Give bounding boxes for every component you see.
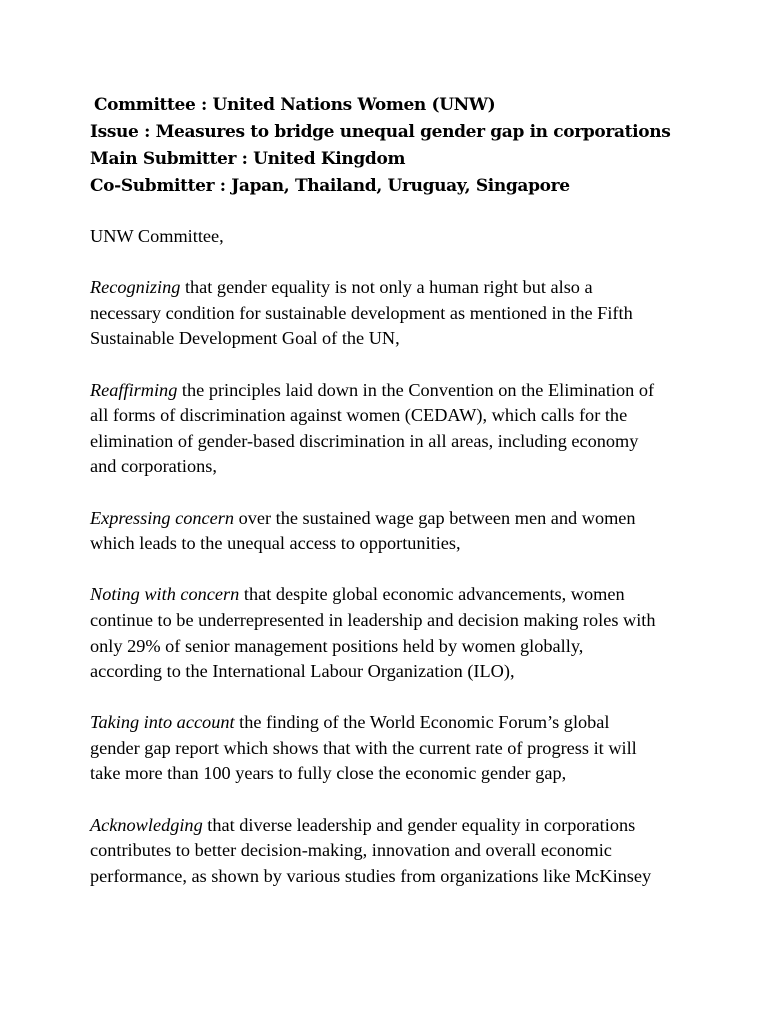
clause-text: over the sustained wage gap between men and women xyxy=(234,507,636,528)
resolution-body xyxy=(90,224,690,915)
clause-text: Sustainable Development Goal of the UN, xyxy=(90,328,400,349)
clause-text: take more than 100 years to fully close the economic gender gap, xyxy=(90,763,567,784)
committee-line: Committee : United Nations Women (UNW) xyxy=(94,95,496,115)
clause-lead: Noting with concern xyxy=(90,584,240,605)
clause-text: that despite global economic advancements, women xyxy=(239,584,625,605)
salutation-text: UNW Committee, xyxy=(90,226,224,246)
clause-text: gender gap report which shows that with the current rate of progress it will xyxy=(90,737,637,758)
clause-lead: Expressing concern xyxy=(90,507,235,528)
clause-text: that diverse leadership and gender equality in corporations xyxy=(202,814,636,835)
clause-text: the finding of the World Economic Forum’s global xyxy=(234,712,610,733)
clause-text: all forms of discrimination against women (CEDAW), which calls for the xyxy=(90,405,628,426)
clause-lead: Recognizing xyxy=(90,277,181,298)
clause-text: only 29% of senior management positions held by women globally, xyxy=(90,635,584,656)
clause-text: according to the International Labour Organization (ILO), xyxy=(90,661,515,682)
clause-text: necessary condition for sustainable development as mentioned in the Fifth xyxy=(90,302,633,323)
clause-lead: Reaffirming xyxy=(90,379,178,400)
clause-text: elimination of gender-based discrimination in all areas, including economy xyxy=(90,430,639,451)
preambulatory-clause xyxy=(90,710,690,787)
clause-lead: Acknowledging xyxy=(90,814,203,835)
preambulatory-clause xyxy=(90,582,690,684)
issue-line: Issue : Measures to bridge unequal gender gap in corporations xyxy=(90,122,671,142)
clause-text: that gender equality is not only a human right but also a xyxy=(180,277,593,298)
preambulatory-clause xyxy=(90,275,690,352)
clause-lead: Taking into account xyxy=(90,712,235,733)
preambulatory-clause xyxy=(90,813,690,890)
salutation xyxy=(90,224,690,250)
clause-text: which leads to the unequal access to opportunities, xyxy=(90,533,461,554)
main-submitter-line: Main Submitter : United Kingdom xyxy=(90,149,406,169)
preambulatory-clause xyxy=(90,506,690,557)
co-submitter-line: Co-Submitter : Japan, Thailand, Uruguay, Singapore xyxy=(90,176,570,196)
clause-text: and corporations, xyxy=(90,456,217,477)
clause-text: the principles laid down in the Convention on the Elimination of xyxy=(177,379,655,400)
clause-text: performance, as shown by various studies from organizations like McKinsey xyxy=(90,865,652,886)
preambulatory-clause xyxy=(90,378,690,480)
clause-text: continue to be underrepresented in leadership and decision making roles with xyxy=(90,609,656,630)
resolution-header xyxy=(90,92,730,200)
clause-text: contributes to better decision-making, innovation and overall economic xyxy=(90,840,612,861)
